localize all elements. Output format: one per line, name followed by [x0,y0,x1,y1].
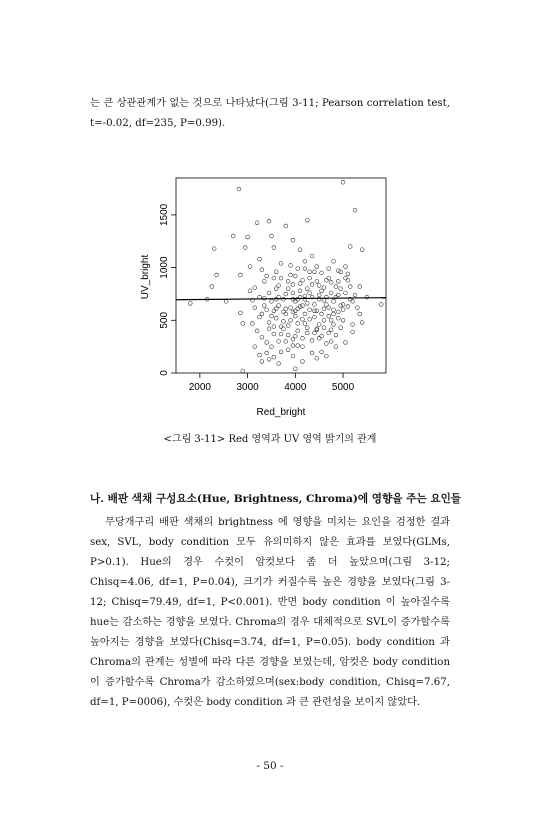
data-point [358,285,362,289]
data-point [212,247,216,251]
data-point [301,304,305,308]
data-point [253,306,257,310]
data-point [308,291,312,295]
data-point [344,341,348,345]
data-point [293,309,297,313]
body-paragraph: 무당개구리 배판 색채의 brightness 에 영향을 미치는 요인을 검정한 결과 sex, SVL, body condition 모두 유의미하지 않은 효과를 보였다(GLMs, P>0.1). Hue의 경우 수컷이 암컷보다 좀 더 높았으며(그림 3-12; Chisq=4.06, df=1, P=0.04), 크기가 커질수록 높은 경향을 보였다(그림 3-12; Chisq=79.49, df=1, P<0.001). 반면 body condition 이 높아질수록 hue는 감소하는 경향을 보였다. Chroma의 경우 대체적으로 SVL이 증가할수록 높아지는 경향을 보였다(Chisq=3.74, df=1, P=0.05). body condition 과 Chroma의 관계는 성별에 따라 다른 경향을 보였는데, 암컷은 body condition이 증가할수록 Chroma가 감소하였으며(sex:body condition, Chisq=7.67, df=1, P=0006), 수컷은 body condition 과 큰 관련성을 보이지 않았다. [90,517,450,708]
data-point [248,265,252,269]
data-point [253,345,257,349]
data-point [310,351,314,355]
data-point [313,315,317,319]
data-point [298,305,302,309]
data-point [303,259,307,263]
data-point [320,312,324,316]
data-point [334,345,338,349]
data-point [296,329,300,333]
data-point [298,282,302,286]
data-point [260,360,264,364]
data-point [210,285,214,289]
data-point [317,293,321,297]
data-point [293,299,297,303]
scatter-plot [140,175,400,423]
data-point [215,273,219,277]
data-point [253,286,257,290]
data-point [296,297,300,301]
data-point [291,310,295,314]
chart-marks [176,180,386,372]
data-point [353,293,357,297]
data-point [262,304,266,308]
data-point [284,292,288,296]
data-point [358,312,362,316]
y-tick-label: 0 [159,370,170,376]
data-point [262,296,266,300]
data-point [272,309,276,313]
data-point [315,265,319,269]
data-point [272,332,276,336]
data-point [293,274,297,278]
data-point [265,274,269,278]
data-point [301,317,305,321]
data-point [324,278,328,282]
data-point [291,291,295,295]
data-point [308,270,312,274]
data-point [279,276,283,280]
data-point [355,306,359,310]
plot-frame [176,178,386,373]
data-point [224,299,228,303]
data-point [336,279,340,283]
data-point [289,318,293,322]
data-point [301,360,305,364]
data-point [243,246,247,250]
data-point [267,291,271,295]
data-point [339,326,343,330]
data-point [272,325,276,329]
data-point [272,355,276,359]
data-point [313,303,317,307]
data-point [339,304,343,308]
data-point [279,332,283,336]
data-point [260,335,264,339]
data-point [258,353,262,357]
data-point [296,344,300,348]
x-tick-label: 5000 [331,382,355,393]
data-point [329,318,333,322]
data-point [341,303,345,307]
data-point [344,291,348,295]
data-point [277,339,281,343]
x-axis-label: Red_bright [256,407,306,418]
data-point [348,285,352,289]
data-point [301,345,305,349]
data-point [334,285,338,289]
regression-line [176,298,386,300]
data-point [267,219,271,223]
data-point [344,265,348,269]
data-point [270,314,274,318]
data-point [336,310,340,314]
data-point [267,321,271,325]
data-point [291,238,295,242]
data-point [246,235,250,239]
data-point [351,323,355,327]
data-point [341,318,345,322]
data-point [293,334,297,338]
data-point [281,327,285,331]
data-point [336,269,340,273]
data-point [315,279,319,283]
data-point [322,307,326,311]
data-point [262,279,266,283]
data-point [289,273,293,277]
x-tick-label: 3000 [236,382,259,393]
data-point [265,351,269,355]
data-point [324,354,328,358]
data-point [344,276,348,280]
data-point [296,322,300,326]
data-point [237,187,241,191]
data-point [322,298,326,302]
data-point [291,297,295,301]
data-point [296,307,300,311]
data-point [339,270,343,274]
data-point [289,264,293,268]
data-point [351,299,355,303]
data-point [274,316,278,320]
data-point [346,278,350,282]
data-point [332,323,336,327]
data-point [360,248,364,252]
data-point [239,273,243,277]
intro-paragraph: 는 큰 상관관계가 없는 것으로 나타났다(그림 3-11; Pearson correlation test, t=-0.02, df=235, P=0.99). [90,98,450,129]
data-point [322,286,326,290]
data-point [250,322,254,326]
data-point [303,322,307,326]
data-point [277,362,281,366]
data-point [296,267,300,271]
data-point [334,333,338,337]
data-point [320,350,324,354]
data-point [313,331,317,335]
data-point [279,350,283,354]
data-point [313,270,317,274]
data-point [336,316,340,320]
data-point [274,270,278,274]
data-point [286,333,290,337]
x-tick-label: 4000 [284,382,307,393]
data-point [308,317,312,321]
data-point [346,272,350,276]
data-point [341,180,345,184]
data-point [279,325,283,329]
y-tick-label: 1500 [159,203,170,227]
data-point [329,291,333,295]
data-point [255,329,259,333]
data-point [272,246,276,250]
data-point [272,276,276,280]
data-point [267,357,271,361]
data-point [231,234,235,238]
data-point [291,283,295,287]
data-point [317,336,321,340]
data-point [332,299,336,303]
data-point [353,208,357,212]
data-point [327,276,331,280]
y-axis-label: UV_bright [140,254,151,300]
section-heading: 나. 배판 색채 구성요소(Hue, Brightness, Chroma)에 영향을 주는 요인들 [90,493,462,505]
data-point [305,302,309,306]
data-point [284,224,288,228]
data-point [260,312,264,316]
data-point [281,319,285,323]
figure-caption: <그림 3-11> Red 영역과 UV 영역 밝기의 관계 [163,434,377,445]
data-point [341,308,345,312]
data-point [293,314,297,318]
data-point [348,245,352,249]
data-point [332,259,336,263]
data-point [317,284,321,288]
data-point [360,321,364,325]
data-point [281,310,285,314]
data-point [293,367,297,371]
data-point [284,339,288,343]
data-point [286,348,290,352]
data-point [241,369,245,373]
data-point [322,318,326,322]
data-point [332,312,336,316]
data-point [320,271,324,275]
data-point [308,276,312,280]
data-point [327,331,331,335]
data-point [279,261,283,265]
data-point [267,327,271,331]
data-point [329,339,333,343]
data-point [315,309,319,313]
data-point [310,283,314,287]
data-point [298,248,302,252]
data-point [286,287,290,291]
data-point [308,308,312,312]
data-point [327,306,331,310]
data-point [324,342,328,346]
data-point [310,254,314,258]
data-point [351,330,355,334]
data-point [270,345,274,349]
data-point [305,331,309,335]
data-point [188,302,192,306]
y-tick-label: 1000 [159,256,170,279]
data-point [239,311,243,315]
data-point [336,293,340,297]
data-point [329,280,333,284]
data-point [339,287,343,291]
data-point [291,354,295,358]
data-point [248,289,252,293]
data-point [298,289,302,293]
data-point [274,287,278,291]
data-point [270,299,274,303]
data-point [260,268,264,272]
page-number: - 50 - [256,760,284,772]
data-point [284,312,288,316]
y-tick-label: 500 [159,311,170,329]
data-point [274,307,278,311]
data-point [322,326,326,330]
data-point [303,312,307,316]
data-point [315,356,319,360]
scatter-figure [140,175,400,427]
data-point [346,305,350,309]
data-point [379,303,383,307]
data-point [303,267,307,271]
data-point [320,334,324,338]
data-point [327,314,331,318]
data-point [286,324,290,328]
data-point [291,344,295,348]
data-point [305,287,309,291]
data-point [317,323,321,327]
data-point [289,306,293,310]
data-point [241,322,245,326]
data-point [301,336,305,340]
data-point [305,326,309,330]
data-point [255,221,259,225]
data-point [258,257,262,261]
data-point [265,341,269,345]
data-point [310,338,314,342]
x-tick-label: 2000 [188,382,211,393]
data-point [332,308,336,312]
data-point [327,267,331,271]
data-point [265,308,269,312]
data-point [286,279,290,283]
data-point [305,218,309,222]
data-point [270,234,274,238]
